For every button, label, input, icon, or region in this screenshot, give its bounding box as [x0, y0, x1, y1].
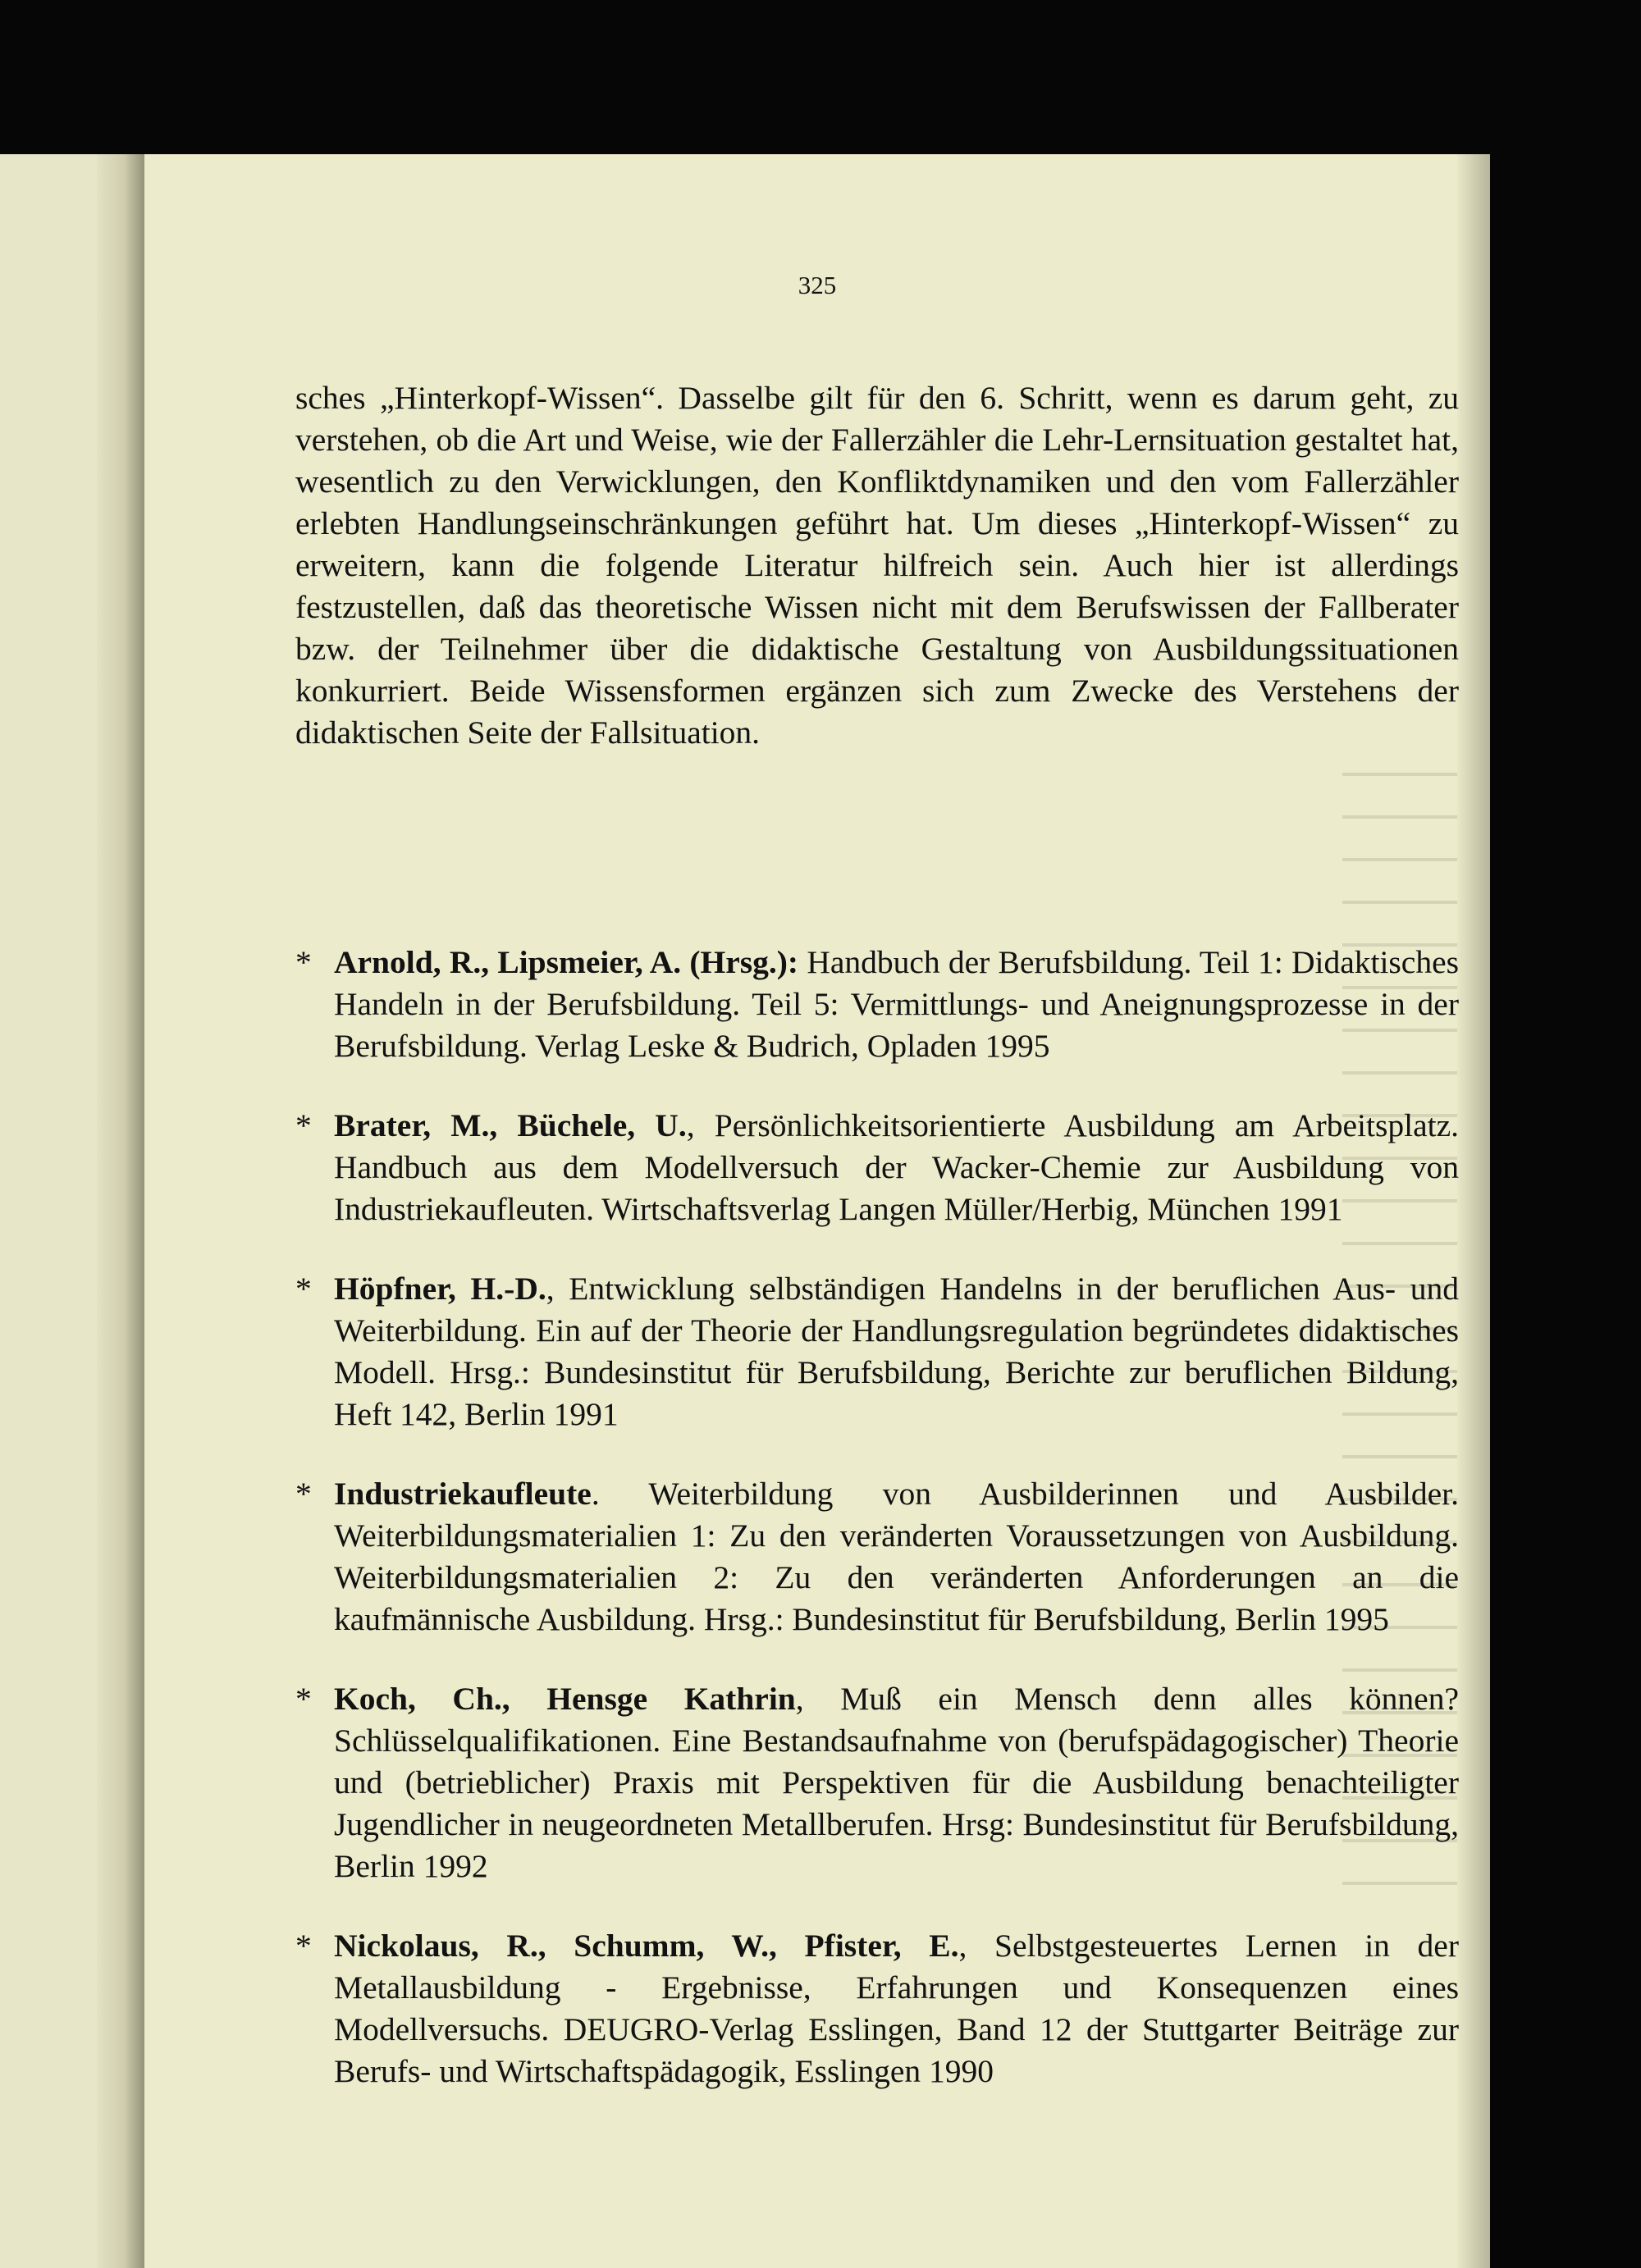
reference-authors: Arnold, R., Lipsmeier, A. (Hrsg.): [334, 944, 799, 980]
reference-item [295, 1678, 1459, 1887]
reference-authors: Nickolaus, R., Schumm, W., Pfister, E. [334, 1928, 959, 1964]
reference-item [295, 1473, 1459, 1641]
reference-marker: * [295, 944, 312, 980]
reference-marker: * [295, 1476, 312, 1512]
reference-marker: * [295, 1928, 312, 1964]
reference-list [295, 942, 1459, 2130]
reference-marker: * [295, 1271, 312, 1307]
reference-authors: Höpfner, H.-D. [334, 1271, 546, 1307]
reference-marker: * [295, 1107, 312, 1143]
reference-details: , Selbstgesteuertes Lernen in der Metallausbildung - Ergebnisse, Erfahrungen und Konsequenzen eines Modellversuchs. DEUGRO-Verlag Esslingen, Band 12 der Stuttgarter Beiträge zur Berufs- und Wirtschaftspädagogik, Esslingen 1990 [334, 1928, 1459, 2089]
reference-authors: Brater, M., Büchele, U. [334, 1107, 687, 1143]
body-paragraph: sches „Hinterkopf-Wissen“. Dasselbe gilt für den 6. Schritt, wenn es darum geht, zu verstehen, ob die Art und Weise, wie der Fallerzähler die Lehr-Lernsituation gestaltet hat, wesentlich zu den Verwicklungen, den Konfliktdynamiken und den vom Fallerzähler erlebten Handlungseinschränkungen geführt hat. Um dieses „Hinterkopf-Wissen“ zu erweitern, kann die folgende Literatur hilfreich sein. Auch hier ist allerdings festzustellen, daß das theoretische Wissen nicht mit dem Berufswissen der Fallberater bzw. der Teilnehmer über die didaktische Gestaltung von Ausbildungssituationen konkurriert. Beide Wissensformen ergänzen sich zum Zwecke des Verstehens der didaktischen Seite der Fallsituation. [295, 380, 1459, 751]
reference-item [295, 1105, 1459, 1230]
reference-marker: * [295, 1681, 312, 1717]
reference-details: . Weiterbildung von Ausbilderinnen und Ausbilder. Weiterbildungsmaterialien 1: Zu den veränderten Voraussetzungen von Ausbildung. Weiterbildungsmaterialien 2: Zu den veränderten Anforderungen an die kaufmännische Ausbildung. Hrsg.: Bundesinstitut für Berufsbildung, Berlin 1995 [334, 1476, 1459, 1637]
book-gutter [97, 154, 146, 2268]
reference-details: Handbuch der Berufsbildung. Teil 1: Didaktisches Handeln in der Berufsbildung. Teil 5: Vermittlungs- und Aneignungsprozesse in der Berufsbildung. Verlag Leske & Budrich, Opladen 1995 [334, 944, 1459, 1064]
reference-details: , Persönlichkeitsorientierte Ausbildung am Arbeitsplatz. Handbuch aus dem Modellversuch der Wacker-Chemie zur Ausbildung von Industriekaufleuten. Wirtschaftsverlag Langen Müller/Herbig, München 1991 [334, 1107, 1459, 1227]
reference-item [295, 1925, 1459, 2092]
reference-details: , Entwicklung selbständigen Handelns in der beruflichen Aus- und Weiterbildung. Ein auf der Theorie der Handlungsregulation begründetes didaktisches Modell. Hrsg.: Bundesinstitut für Berufsbildung, Berichte zur beruflichen Bildung, Heft 142, Berlin 1991 [334, 1271, 1459, 1432]
page-edge [1457, 154, 1490, 2268]
reference-authors: Industriekaufleute [334, 1476, 592, 1512]
book-page [144, 154, 1490, 2268]
reference-item [295, 942, 1459, 1067]
reference-authors: Koch, Ch., Hensge Kathrin [334, 1681, 796, 1717]
reference-details: , Muß ein Mensch denn alles können? Schlüsselqualifikationen. Eine Bestandsaufnahme von (berufspädagogischer) Theorie und (betrieblicher) Praxis mit Perspektiven für die Ausbildung benachteiligter Jugendlicher in neugeordneten Metallberufen. Hrsg: Bundesinstitut für Berufsbildung, Berlin 1992 [334, 1681, 1459, 1884]
reference-item [295, 1268, 1459, 1435]
page-number: 325 [798, 271, 837, 299]
